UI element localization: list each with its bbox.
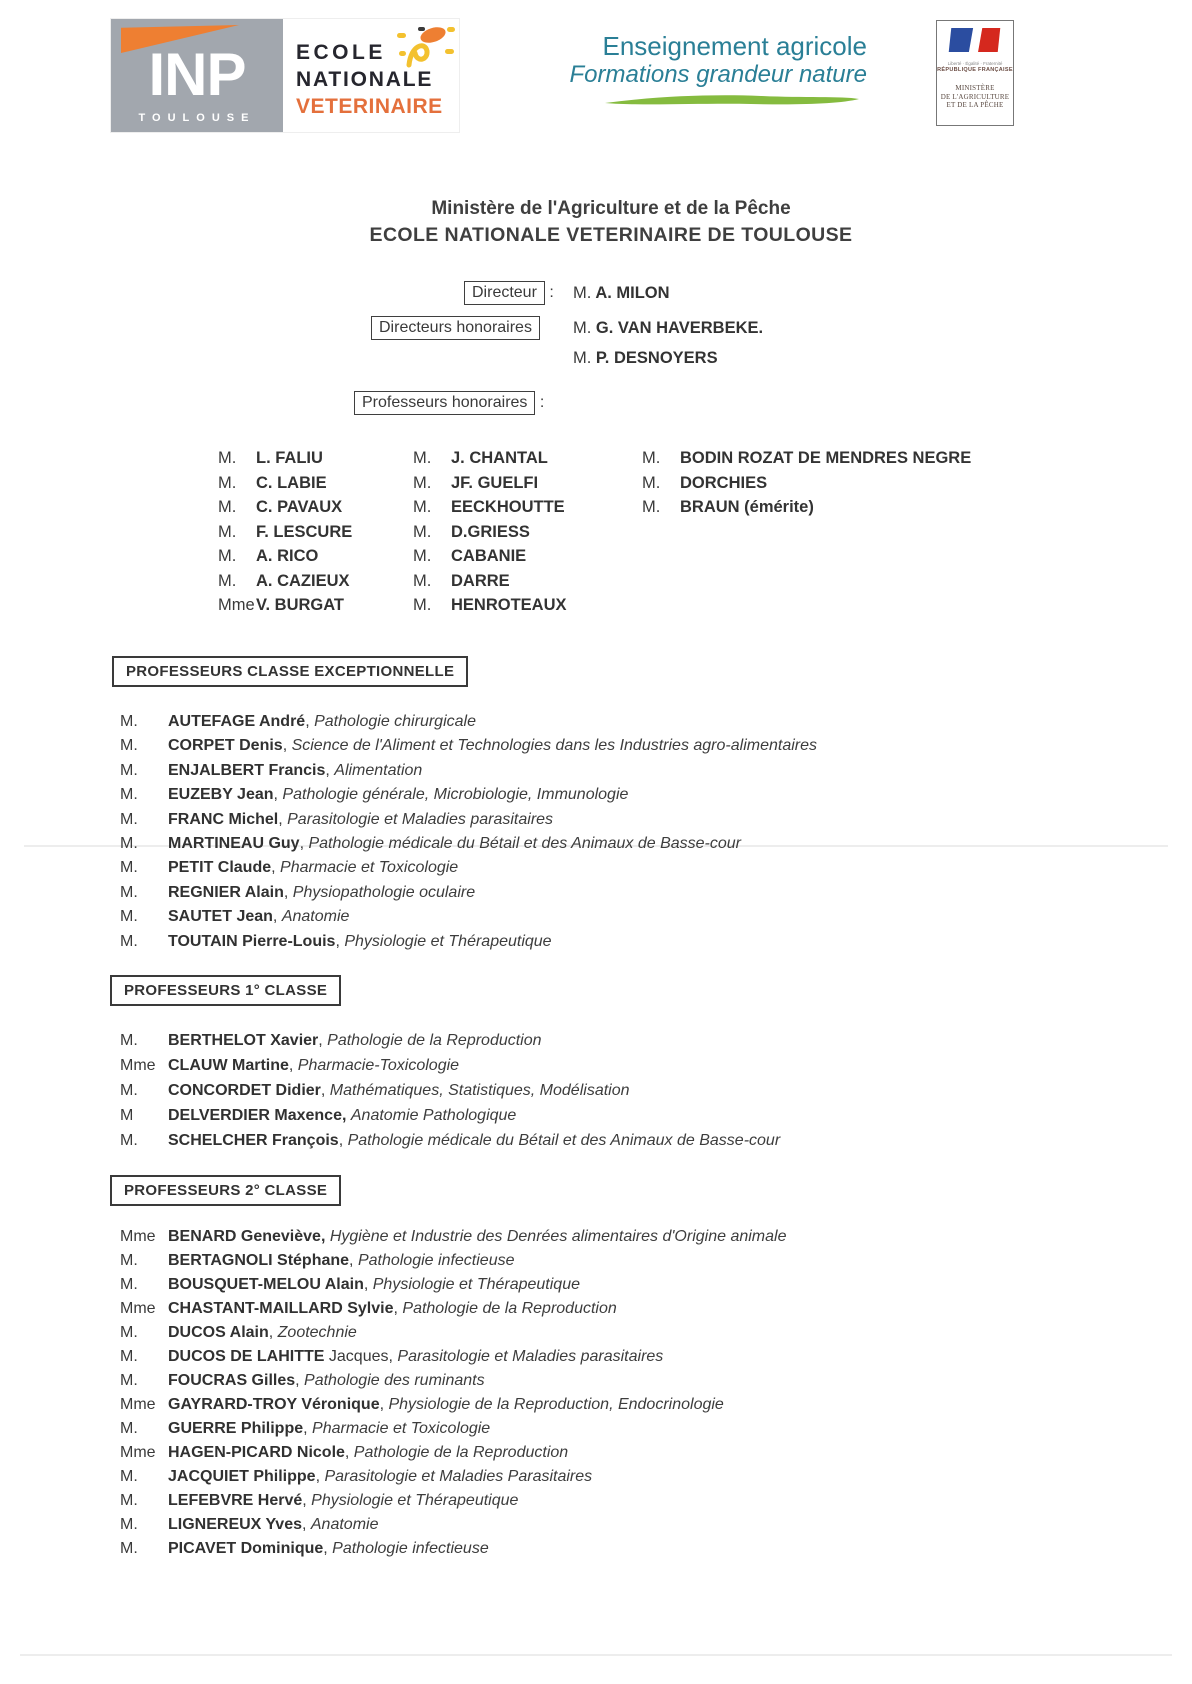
person-name: DORCHIES [680, 473, 768, 492]
name-plain-part: , [318, 1032, 328, 1049]
civility-prefix: M [120, 1107, 134, 1124]
professor-name: SCHELCHER François [168, 1132, 339, 1149]
civility-prefix: M. [218, 449, 237, 467]
professor-name: GUERRE Philippe [168, 1420, 304, 1437]
civility-prefix: M. [573, 319, 592, 337]
name-plain-part: , [301, 1516, 311, 1533]
name-plain-part: , [338, 1132, 348, 1149]
name-plain-part: , [302, 1492, 312, 1509]
civility-prefix: Mme [120, 1228, 156, 1245]
professor-name: DUCOS Alain [168, 1324, 269, 1341]
honorary-professor-item [218, 520, 352, 545]
directeur-name [573, 284, 670, 303]
civility-prefix: M. [120, 1252, 138, 1269]
professor-entry [120, 1078, 780, 1103]
document-title [30, 196, 1192, 249]
person-name: P. DESNOYERS [591, 349, 718, 367]
honorary-professor-item [218, 471, 352, 496]
professor-specialty: Anatomie [310, 1516, 379, 1533]
directeur-boxed-label: Directeur [464, 281, 545, 305]
honorary-professor-item [413, 471, 567, 496]
directeur-label-row [464, 281, 554, 305]
professor-specialty: Pathologie infectieuse [357, 1252, 515, 1269]
professor-entry [120, 759, 817, 783]
professor-entry [120, 1053, 780, 1078]
professor-entry [120, 1345, 786, 1369]
professor-specialty: Pathologie infectieuse [332, 1540, 489, 1557]
person-name: F. LESCURE [256, 522, 353, 541]
professor-entry [120, 881, 817, 905]
name-plain-part: , [278, 810, 288, 828]
professor-name: TOUTAIN Pierre-Louis [168, 932, 336, 950]
civility-prefix: M. [413, 571, 432, 590]
professor-name: PICAVET Dominique [168, 1540, 324, 1557]
civility-prefix: M. [120, 713, 138, 730]
toulouse-logo-text: TOULOUSE [138, 112, 256, 124]
name-plain-part: , [299, 835, 309, 853]
school-title-line: ECOLE NATIONALE VETERINAIRE DE TOULOUSE [369, 224, 853, 246]
civility-prefix: M. [120, 786, 138, 804]
professor-specialty: Science de l'Aliment et Technologies dans les Industries agro-alimentaires [291, 737, 817, 755]
civility-prefix: M. [120, 1420, 138, 1437]
section-heading-1ere-classe: PROFESSEURS 1° CLASSE [110, 975, 341, 1006]
person-name: BODIN ROZAT DE MENDRES NEGRE [680, 449, 972, 467]
honorary-professor-item [413, 593, 567, 618]
name-plain-part: , [295, 1372, 305, 1389]
professor-entry [120, 1417, 786, 1441]
professor-entry [120, 1393, 786, 1417]
ministry-name-line3: ET DE LA PÊCHE [946, 101, 1004, 109]
professor-entry [120, 783, 817, 807]
bird-squiggle-icon [371, 21, 457, 83]
professor-name: CLAUW Martine [168, 1057, 289, 1074]
honorary-professor-item [413, 520, 567, 545]
name-plain-part: , [268, 1324, 278, 1341]
professor-specialty: Physiopathologie oculaire [292, 883, 476, 901]
civility-prefix: M. [573, 349, 592, 367]
name-plain-part: , [282, 737, 292, 755]
professor-name: CONCORDET Didier [168, 1082, 321, 1099]
directeur-honoraire-2 [573, 349, 718, 368]
inp-logo-text: INP [148, 41, 246, 108]
name-plain-part: , [363, 1276, 373, 1293]
civility-prefix: M. [218, 473, 237, 492]
professor-name: DELVERDIER Maxence, [168, 1107, 347, 1124]
professor-entry [120, 1369, 786, 1393]
civility-prefix: M. [218, 547, 237, 565]
name-plain-part: , [323, 1540, 333, 1557]
republique-francaise-text: RÉPUBLIQUE FRANÇAISE [937, 67, 1013, 73]
professor-specialty: Anatomie [281, 908, 350, 926]
name-plain-part: , [320, 1082, 330, 1099]
honorary-professor-item [218, 495, 352, 520]
civility-prefix: M. [120, 908, 138, 926]
professor-specialty: Pharmacie-Toxicologie [297, 1057, 460, 1074]
civility-prefix: M. [413, 449, 432, 467]
name-plain-part: , [305, 713, 315, 730]
honorary-professor-item [218, 569, 352, 594]
professor-specialty: Parasitologie et Maladies parasitaires [397, 1348, 664, 1365]
professor-specialty: Pathologie générale, Microbiologie, Immunologie [282, 786, 629, 804]
honoraires-column-2 [413, 446, 567, 618]
name-plain-part: , [393, 1300, 403, 1317]
civility-prefix: M. [120, 737, 138, 755]
civility-prefix: M. [120, 859, 138, 877]
person-name: A. CAZIEUX [256, 571, 350, 590]
professor-entry [120, 1273, 786, 1297]
professor-specialty: Pathologie de la Reproduction [402, 1300, 617, 1317]
civility-prefix: M. [413, 547, 432, 565]
ministry-name [937, 84, 1013, 110]
professor-entry [120, 1537, 786, 1561]
professor-specialty: Parasitologie et Maladies parasitaires [287, 810, 554, 828]
civility-prefix: M. [120, 835, 138, 853]
honorary-professor-item [642, 446, 971, 471]
professor-name: GAYRARD-TROY Véronique [168, 1396, 380, 1413]
professor-name: SAUTET Jean [168, 908, 273, 926]
professor-entry [120, 1297, 786, 1321]
professor-name: FRANC Michel [168, 810, 279, 828]
professor-specialty: Pathologie médicale du Bétail et des Animaux de Basse-cour [308, 835, 741, 853]
honorary-professor-item [413, 446, 567, 471]
name-plain-part: , [303, 1420, 313, 1437]
civility-prefix: Mme [120, 1300, 156, 1317]
civility-prefix: M. [120, 1082, 138, 1099]
civility-prefix: M. [413, 596, 432, 614]
professor-entry [120, 1028, 780, 1053]
professor-specialty: Pathologie chirurgicale [314, 713, 476, 730]
honorary-professor-item [413, 544, 567, 569]
civility-prefix: M. [120, 1348, 138, 1365]
professeurs-honoraires-label-row [354, 391, 544, 415]
professeurs-honoraires-boxed-label: Professeurs honoraires [354, 391, 535, 415]
name-plain-part: , [335, 932, 345, 950]
professor-entry [120, 1489, 786, 1513]
honorary-professor-item [642, 495, 971, 520]
professor-entry [120, 734, 817, 758]
directeurs-honoraires-boxed-label: Directeurs honoraires [371, 316, 540, 340]
professor-specialty: Pathologie des ruminants [304, 1372, 485, 1389]
formations-grandeur-nature-text: Formations grandeur nature [569, 61, 867, 88]
person-name: D.GRIESS [451, 522, 530, 541]
civility-prefix: M. [120, 1372, 138, 1389]
professor-entry [120, 856, 817, 880]
professor-entry [120, 808, 817, 832]
professor-entry [120, 1225, 786, 1249]
professor-name: DUCOS DE LAHITTE [168, 1348, 325, 1365]
professor-name: BERTAGNOLI Stéphane [168, 1252, 350, 1269]
person-name: C. LABIE [256, 473, 327, 492]
person-name: A. MILON [591, 284, 670, 302]
name-plain-part: , [344, 1444, 354, 1461]
motto-text: Liberté · Égalité · Fraternité [947, 61, 1003, 66]
enseignement-agricole-logo [545, 32, 867, 107]
name-plain-part: , [349, 1252, 358, 1269]
civility-prefix: M. [120, 810, 138, 828]
env-logo-text-block [283, 19, 459, 132]
section-heading-classe-exceptionnelle: PROFESSEURS CLASSE EXCEPTIONNELLE [112, 656, 468, 687]
professor-specialty: Zootechnie [277, 1324, 357, 1341]
professor-specialty: Physiologie et Thérapeutique [372, 1276, 580, 1293]
civility-prefix: M. [642, 449, 661, 467]
name-plain-part: , [283, 883, 293, 901]
person-name: V. BURGAT [256, 596, 345, 614]
person-name: HENROTEAUX [451, 596, 567, 614]
civility-prefix: M. [120, 1516, 138, 1533]
professor-name: BOUSQUET-MELOU Alain [168, 1276, 364, 1293]
french-flag-logo [949, 27, 1001, 55]
professor-name: HAGEN-PICARD Nicole [168, 1444, 345, 1461]
name-plain-part: , [288, 1057, 298, 1074]
civility-prefix: M. [218, 522, 237, 541]
professor-specialty: Physiologie et Thérapeutique [344, 932, 552, 950]
civility-prefix: M. [218, 498, 237, 516]
civility-prefix: M. [120, 1276, 138, 1293]
person-name: CABANIE [451, 547, 527, 565]
professors-list-2eme-classe [120, 1225, 786, 1561]
civility-prefix: M. [120, 1132, 138, 1149]
person-name: G. VAN HAVERBEKE. [591, 319, 764, 337]
professor-name: CORPET Denis [168, 737, 283, 755]
professor-specialty: Physiologie et Thérapeutique [311, 1492, 519, 1509]
civility-prefix: M. [573, 284, 592, 302]
civility-prefix: M. [413, 498, 432, 516]
professor-entry [120, 1128, 780, 1153]
civility-prefix: M. [120, 1492, 138, 1509]
green-brush-stroke [603, 91, 861, 107]
civility-prefix: M. [120, 1324, 138, 1341]
professor-name: EUZEBY Jean [168, 786, 274, 804]
person-name: A. RICO [256, 547, 319, 565]
honoraires-column-1 [218, 446, 352, 618]
person-name: L. FALIU [256, 449, 323, 467]
professor-name: AUTEFAGE André [168, 713, 306, 730]
professors-list-1ere-classe [120, 1028, 780, 1153]
professor-entry [120, 1441, 786, 1465]
person-name: DARRE [451, 571, 510, 590]
nationale-logo-text: NATIONALE [296, 68, 434, 91]
professor-name: BENARD Geneviève, [168, 1228, 326, 1245]
ecole-logo-text: ECOLE [296, 41, 386, 64]
professor-specialty: Pharmacie et Toxicologie [312, 1420, 491, 1437]
person-name: JF. GUELFI [451, 473, 539, 492]
professor-specialty: Hygiène et Industrie des Denrées alimentaires d'Origine animale [329, 1228, 787, 1245]
civility-prefix: M. [413, 473, 432, 492]
professor-entry [120, 832, 817, 856]
section-heading-2eme-classe: PROFESSEURS 2° CLASSE [110, 1175, 341, 1206]
professor-name: LEFEBVRE Hervé [168, 1492, 303, 1509]
honorary-professor-item [642, 471, 971, 496]
professor-name: REGNIER Alain [168, 883, 284, 901]
page-bottom-scan-line [20, 1654, 1172, 1656]
professor-entry [120, 1249, 786, 1273]
civility-prefix: Mme [120, 1444, 156, 1461]
person-name: BRAUN (émérite) [680, 498, 814, 516]
professor-specialty: Alimentation [334, 761, 423, 779]
professor-entry [120, 930, 817, 954]
name-plain-part: , [273, 786, 283, 804]
directeurs-honoraires-label-row [371, 316, 540, 340]
professor-specialty: Anatomie Pathologique [350, 1107, 517, 1124]
directeur-colon: : [544, 284, 554, 301]
professor-name: PETIT Claude [168, 859, 272, 877]
civility-prefix: M. [120, 761, 138, 779]
honorary-professor-item [218, 544, 352, 569]
professor-name: CHASTANT-MAILLARD Sylvie [168, 1300, 394, 1317]
professor-specialty: Physiologie de la Reproduction, Endocrinologie [388, 1396, 724, 1413]
name-plain-part: , [379, 1396, 389, 1413]
name-plain-part: , [272, 908, 282, 926]
civility-prefix: M. [642, 498, 661, 516]
ministry-badge [936, 20, 1014, 126]
civility-prefix: Mme [120, 1057, 156, 1074]
honorary-professor-item [218, 593, 352, 618]
enseignement-agricole-text: Enseignement agricole [602, 31, 867, 61]
person-name: C. PAVAUX [256, 498, 343, 516]
professor-name: JACQUIET Philippe [168, 1468, 316, 1485]
person-name: EECKHOUTTE [451, 498, 565, 516]
professeurs-honoraires-colon: : [535, 394, 545, 411]
professor-entry [120, 1465, 786, 1489]
civility-prefix: M. [120, 883, 138, 901]
professor-entry [120, 710, 817, 734]
professor-name: LIGNEREUX Yves [168, 1516, 302, 1533]
name-plain-part: , [271, 859, 281, 877]
professor-name: ENJALBERT Francis [168, 761, 326, 779]
inp-logo-block [111, 19, 283, 132]
professor-entry [120, 905, 817, 929]
honorary-professor-item [413, 569, 567, 594]
ministry-name-line2: DE L'AGRICULTURE [940, 92, 1010, 101]
professor-specialty: Pathologie de la Reproduction [353, 1444, 569, 1461]
honoraires-column-3 [642, 446, 971, 520]
civility-prefix: M. [120, 1468, 138, 1485]
professor-specialty: Parasitologie et Maladies Parasitaires [324, 1468, 593, 1485]
professor-entry [120, 1513, 786, 1537]
name-plain-part: , [325, 761, 335, 779]
inp-env-logo [110, 18, 460, 133]
professor-specialty: Pathologie médicale du Bétail et des Animaux de Basse-cour [347, 1132, 781, 1149]
civility-prefix: M. [120, 1032, 138, 1049]
professor-specialty: Pathologie de la Reproduction [327, 1032, 542, 1049]
civility-prefix: M. [120, 932, 138, 950]
veterinaire-logo-text: VETERINAIRE [296, 95, 443, 118]
professor-specialty: Pharmacie et Toxicologie [280, 859, 459, 877]
person-name: J. CHANTAL [451, 449, 548, 467]
civility-prefix: Mme [218, 596, 255, 614]
honorary-professor-item [413, 495, 567, 520]
professor-name: MARTINEAU Guy [168, 835, 300, 853]
professor-entry [120, 1103, 780, 1128]
civility-prefix: M. [120, 1540, 138, 1557]
professor-name: FOUCRAS Gilles [168, 1372, 296, 1389]
name-plain-part: Jacques, [324, 1348, 398, 1365]
professor-specialty: Mathématiques, Statistiques, Modélisation [329, 1082, 630, 1099]
ministry-name-line1: MINISTÈRE [955, 84, 995, 92]
ministry-title-line: Ministère de l'Agriculture et de la Pêche [431, 198, 791, 219]
professors-list-classe-exceptionnelle [120, 710, 817, 954]
directeur-honoraire-1 [573, 319, 763, 338]
civility-prefix: M. [218, 571, 237, 590]
civility-prefix: M. [413, 522, 432, 541]
civility-prefix: Mme [120, 1396, 156, 1413]
civility-prefix: M. [642, 473, 661, 492]
honorary-professor-item [218, 446, 352, 471]
professor-name: BERTHELOT Xavier [168, 1032, 319, 1049]
name-plain-part: , [315, 1468, 325, 1485]
professor-entry [120, 1321, 786, 1345]
